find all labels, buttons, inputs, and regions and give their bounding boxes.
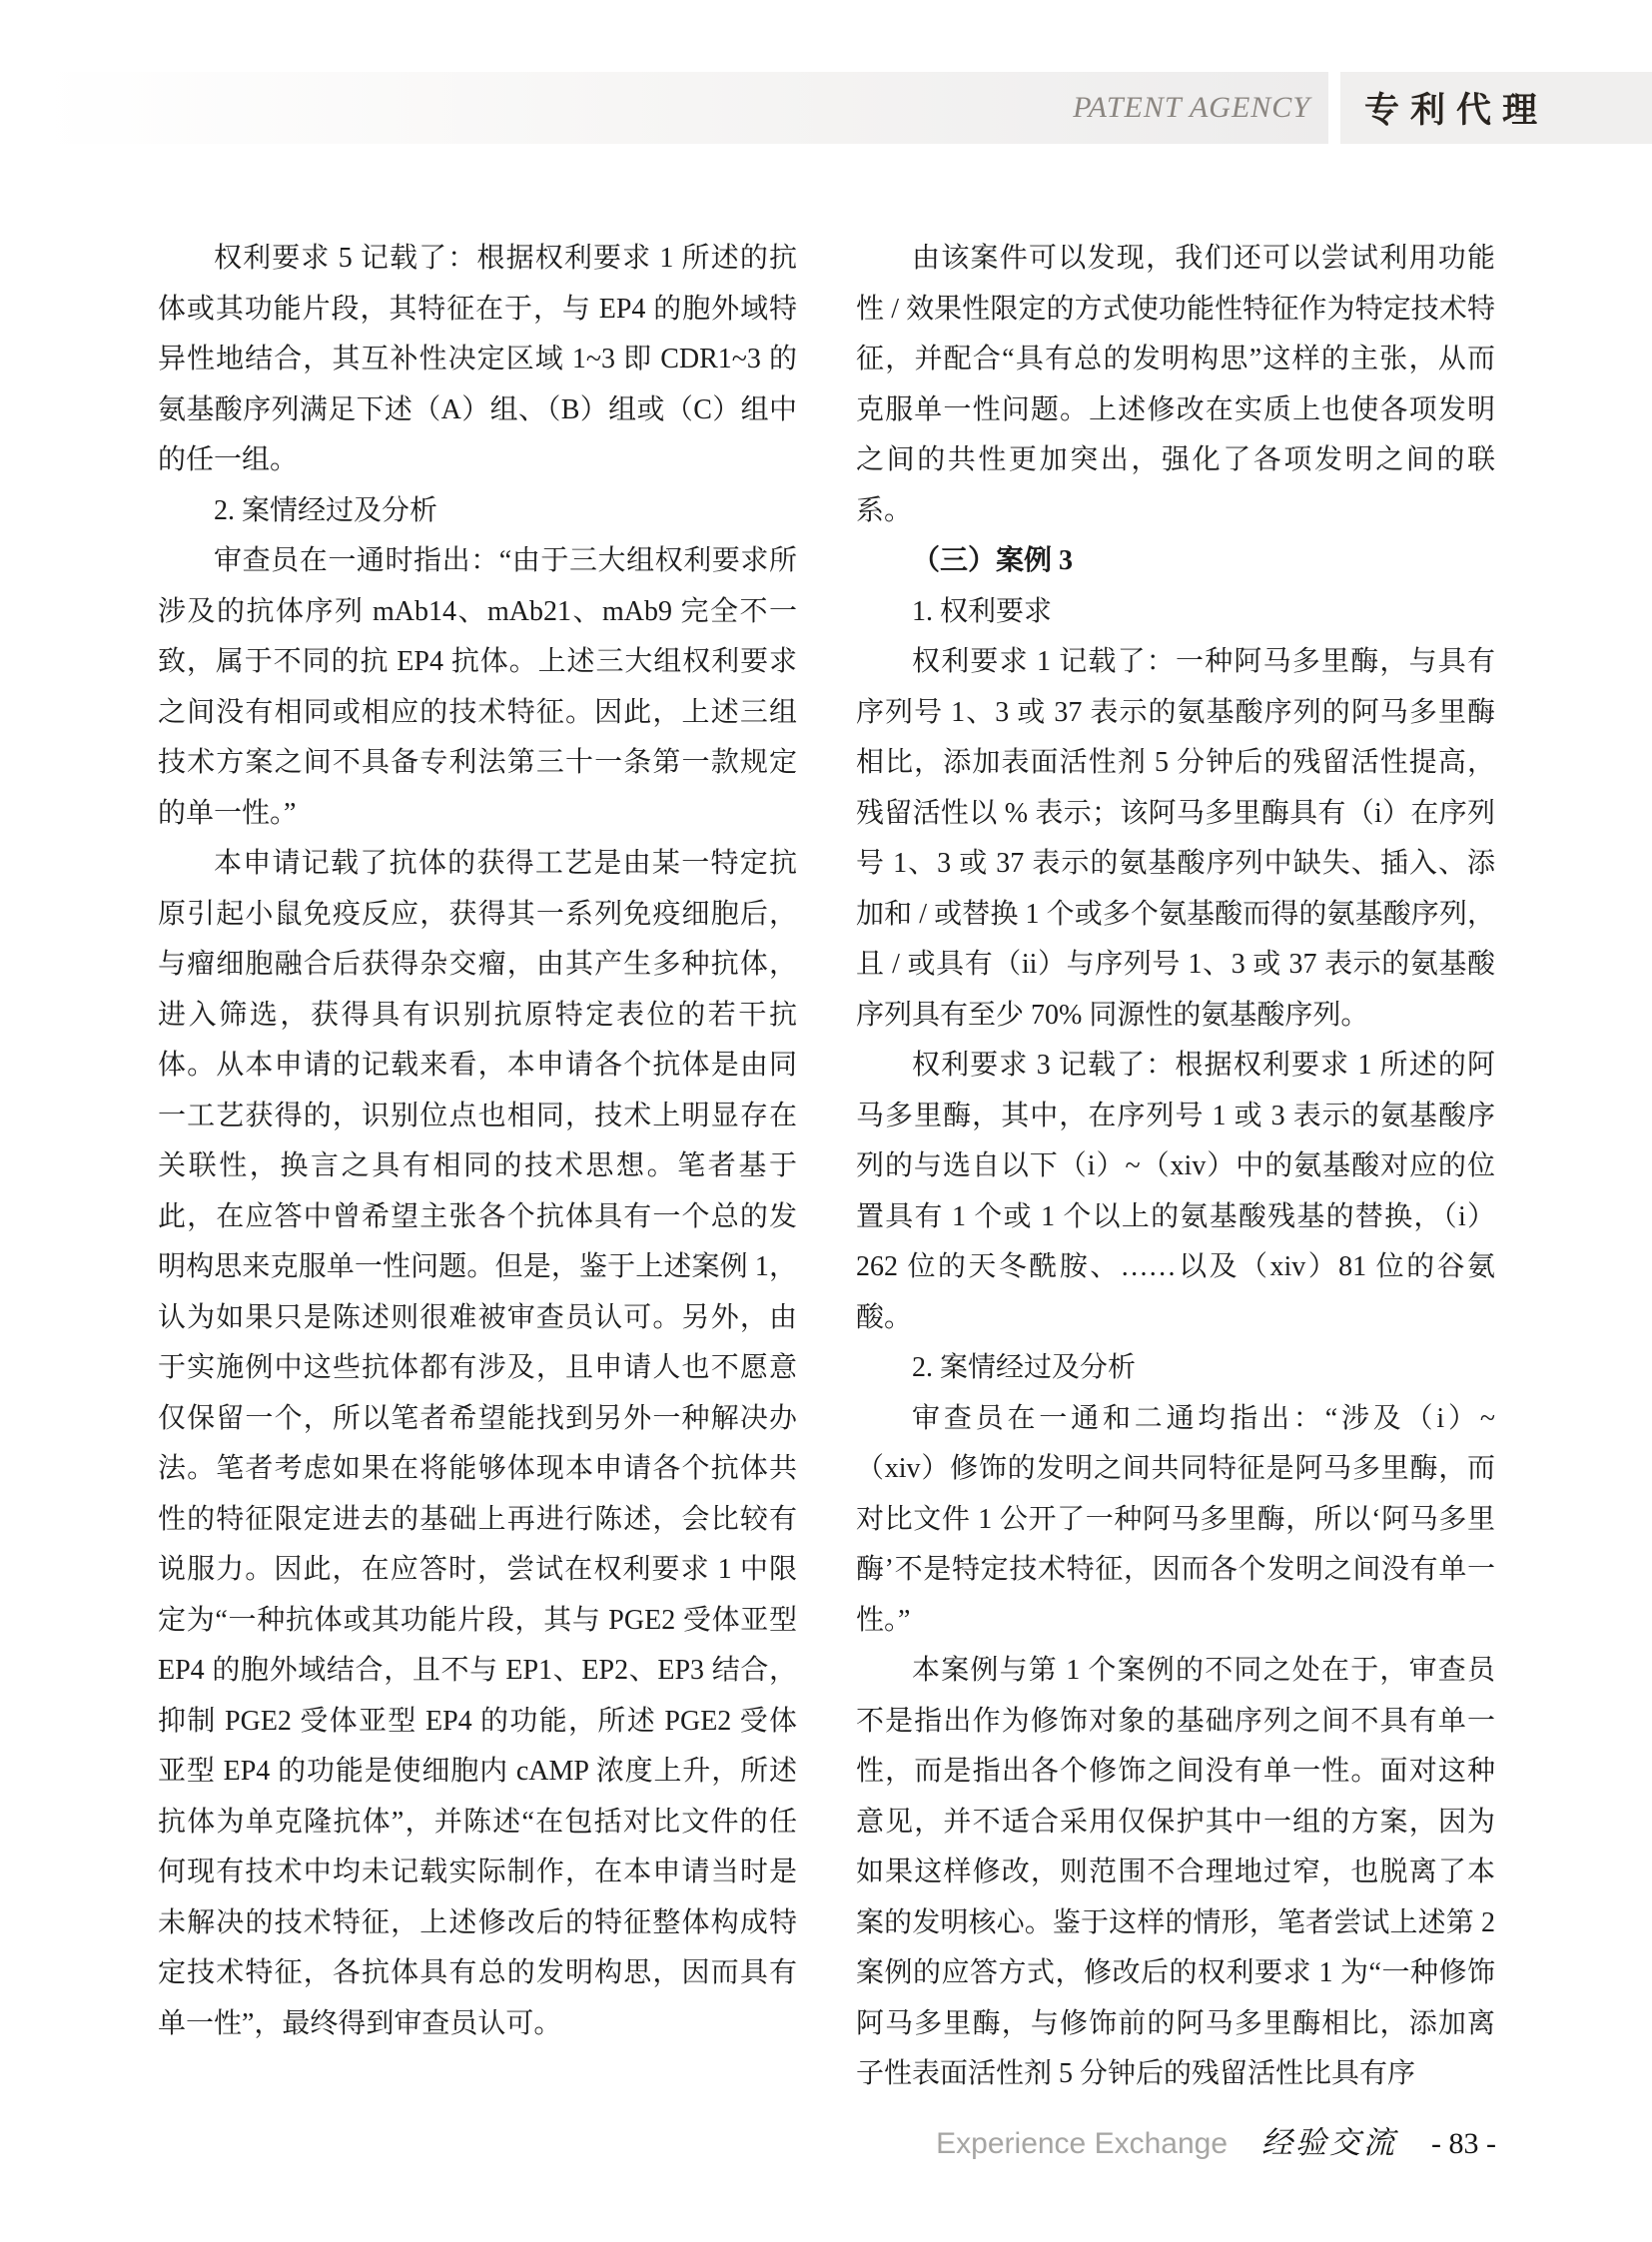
page-footer (0, 2117, 1496, 2162)
paragraph: 本案例与第 1 个案例的不同之处在于，审查员不是指出作为修饰对象的基础序列之间不具有单一性，而是指出各个修饰之间没有单一性。面对这种意见，并不适合采用仅保护其中一组的方案，因为如果这样修改，则范围不合理地过窄，也脱离了本案的发明核心。鉴于这样的情形，笔者尝试上述第 2 案例的应答方式，修改后的权利要求 1 为“一种修饰阿马多里酶，与修饰前的阿马多里酶相比，添加离子性表面活性剂 5 分钟后的残留活性比具有序 (856, 1655, 1495, 2089)
section-heading: 2. 案情经过及分析 (912, 1352, 1137, 1383)
section-heading: 1. 权利要求 (912, 595, 1053, 627)
paragraph: 权利要求 1 记载了：一种阿马多里酶，与具有序列号 1、3 或 37 表示的氨基酸序列的阿马多里酶相比，添加表面活性剂 5 分钟后的残留活性提高，残留活性以 % 表示；该阿马多里酶具有（i）在序列号 1、3 或 37 表示的氨基酸序列中缺失、插入、添加和 / 或替换 1 个或多个氨基酸而得的氨基酸序列，且 / 或具有（ii）与序列号 1、3 或 37 表示的氨基酸序列具有至少 70% 同源性的氨基酸序列。 (856, 646, 1495, 1031)
paragraph: 权利要求 3 记载了：根据权利要求 1 所述的阿马多里酶，其中，在序列号 1 或 3 表示的氨基酸序列的与选自以下（i）~（xiv）中的氨基酸对应的位置具有 1 个或 1 个以上的氨基酸残基的替换，（i）262 位的天冬酰胺、……以及（xiv）81 位的谷氨酸。 (856, 1050, 1495, 1333)
footer-chinese-label: 经验交流 (1261, 2125, 1398, 2160)
header-banner-right (1340, 72, 1652, 144)
paragraph: 权利要求 5 记载了：根据权利要求 1 所述的抗体或其功能片段，其特征在于，与 EP4 的胞外域特异性地结合，其互补性决定区域 1~3 即 CDR1~3 的氨基酸序列满足下述（A）组、（B）组或（C）组中的任一组。 (158, 243, 797, 475)
paragraph: 审查员在一通时指出：“由于三大组权利要求所涉及的抗体序列 mAb14、mAb21、mAb9 完全不一致，属于不同的抗 EP4 抗体。上述三大组权利要求之间没有相同或相应的技术特征。因此，上述三组技术方案之间不具备专利法第三十一条第一款规定的单一性。” (158, 545, 797, 829)
paragraph: 由该案件可以发现，我们还可以尝试利用功能性 / 效果性限定的方式使功能性特征作为特定技术特征，并配合“具有总的发明构思”这样的主张，从而克服单一性问题。上述修改在实质上也使各项发明之间的共性更加突出，强化了各项发明之间的联系。 (856, 243, 1495, 526)
header-banner-left (40, 72, 1328, 144)
article-column-left (158, 234, 797, 2049)
paragraph: 审查员在一通和二通均指出：“涉及（i）~（xiv）修饰的发明之间共同特征是阿马多里酶，而对比文件 1 公开了一种阿马多里酶，所以‘阿马多里酶’不是特定技术特征，因而各个发明之间没有单一性。” (856, 1402, 1495, 1636)
paragraph: 本申请记载了抗体的获得工艺是由某一特定抗原引起小鼠免疫反应，获得其一系列免疫细胞后，与瘤细胞融合后获得杂交瘤，由其产生多种抗体，进入筛选，获得具有识别抗原特定表位的若干抗体。从本申请的记载来看，本申请各个抗体是由同一工艺获得的，识别位点也相同，技术上明显存在关联性，换言之具有相同的技术思想。笔者基于此，在应答中曾希望主张各个抗体具有一个总的发明构思来克服单一性问题。但是，鉴于上述案例 1，认为如果只是陈述则很难被审查员认可。另外，由于实施例中这些抗体都有涉及，且申请人也不愿意仅保留一个，所以笔者希望能找到另外一种解决办法。笔者考虑如果在将能够体现本申请各个抗体共性的特征限定进去的基础上再进行陈述，会比较有说服力。因此，在应答时，尝试在权利要求 1 中限定为“一种抗体或其功能片段，其与 PGE2 受体亚型 EP4 的胞外域结合，且不与 EP1、EP2、EP3 结合，抑制 PGE2 受体亚型 EP4 的功能，所述 PGE2 受体亚型 EP4 的功能是使细胞内 cAMP 浓度上升，所述抗体为单克隆抗体”，并陈述“在包括对比文件的任何现有技术中均未记载实际制作，在本申请当时是未解决的技术特征，上述修改后的特征整体构成特定技术特征，各抗体具有总的发明构思，因而具有单一性”，最终得到审查员认可。 (158, 848, 797, 2039)
footer-page-number: - 83 - (1431, 2127, 1496, 2160)
footer-english-label: Experience Exchange (936, 2127, 1229, 2160)
section-heading: 2. 案情经过及分析 (214, 494, 438, 526)
header-english-title: PATENT AGENCY (1073, 91, 1310, 124)
header-chinese-title: 专利代理 (1364, 91, 1549, 130)
article-column-right (856, 234, 1495, 2100)
section-heading: （三）案例 3 (912, 545, 1074, 576)
